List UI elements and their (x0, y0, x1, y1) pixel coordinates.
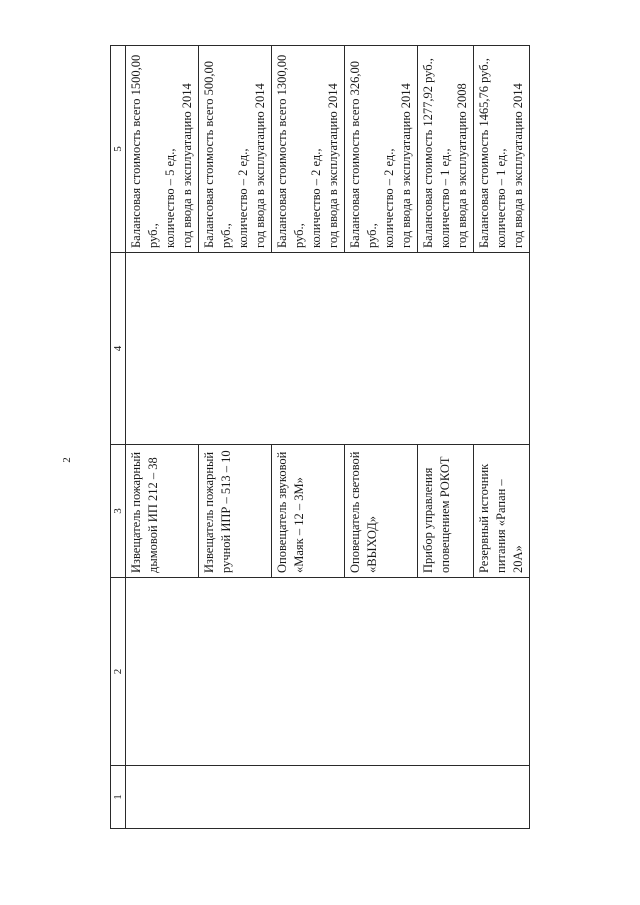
item-name: Извещатель пожарный дымовой ИП 212 – 38 (129, 451, 160, 573)
item-details: Балансовая стоимость всего 500,00 руб., количество – 2 ед., год ввода в эксплуатацию 2014 (202, 60, 267, 248)
header-col-1: 1 (111, 766, 126, 829)
header-col-2: 2 (111, 578, 126, 766)
item-details: Балансовая стоимость всего 1500,00 руб., количество – 5 ед., год ввода в эксплуатацию 2014 (129, 54, 194, 248)
item-details: Балансовая стоимость всего 326,00 руб., количество – 2 ед., год ввода в эксплуатацию 2014 (348, 60, 413, 248)
cell-col-2-blank (126, 578, 530, 766)
table-row (126, 46, 199, 829)
header-row (111, 46, 126, 829)
item-details-cell (474, 46, 530, 253)
item-details-cell (345, 46, 418, 253)
cell-col-4-blank (126, 253, 530, 445)
item-details: Балансовая стоимость всего 1300,00 руб., количество – 2 ед., год ввода в эксплуатацию 2014 (275, 54, 340, 248)
item-name-cell (474, 445, 530, 578)
item-details: Балансовая стоимость 1465,76 руб., количество – 1 ед., год ввода в эксплуатацию 2014 (477, 58, 525, 248)
header-col-5: 5 (111, 46, 126, 253)
item-name-cell (126, 445, 199, 578)
header-col-3: 3 (111, 445, 126, 578)
item-details-cell (272, 46, 345, 253)
item-name-cell (199, 445, 272, 578)
item-details-cell (126, 46, 199, 253)
header-col-4: 4 (111, 253, 126, 445)
item-name: Прибор управления оповещением РОКОТ (421, 456, 452, 573)
item-name: Извещатель пожарный ручной ИПР – 513 – 10 (202, 450, 233, 573)
cell-col-1-blank (126, 766, 530, 829)
item-name: Резервный источник питания «Рапан – 20А» (477, 463, 525, 573)
page-number: 2 (61, 457, 73, 463)
property-table (110, 45, 530, 829)
item-details-cell (418, 46, 474, 253)
item-details: Балансовая стоимость 1277,92 руб., количество – 1 ед., год ввода в эксплуатацию 2008 (421, 58, 469, 248)
property-table-rotated (110, 46, 525, 829)
item-name-cell (272, 445, 345, 578)
item-name: Оповещатель световой «ВЫХОД» (348, 451, 379, 573)
item-name-cell (345, 445, 418, 578)
item-name-cell (418, 445, 474, 578)
item-details-cell (199, 46, 272, 253)
item-name: Оповещатель звуковой «Маяк – 12 – 3М» (275, 451, 306, 573)
